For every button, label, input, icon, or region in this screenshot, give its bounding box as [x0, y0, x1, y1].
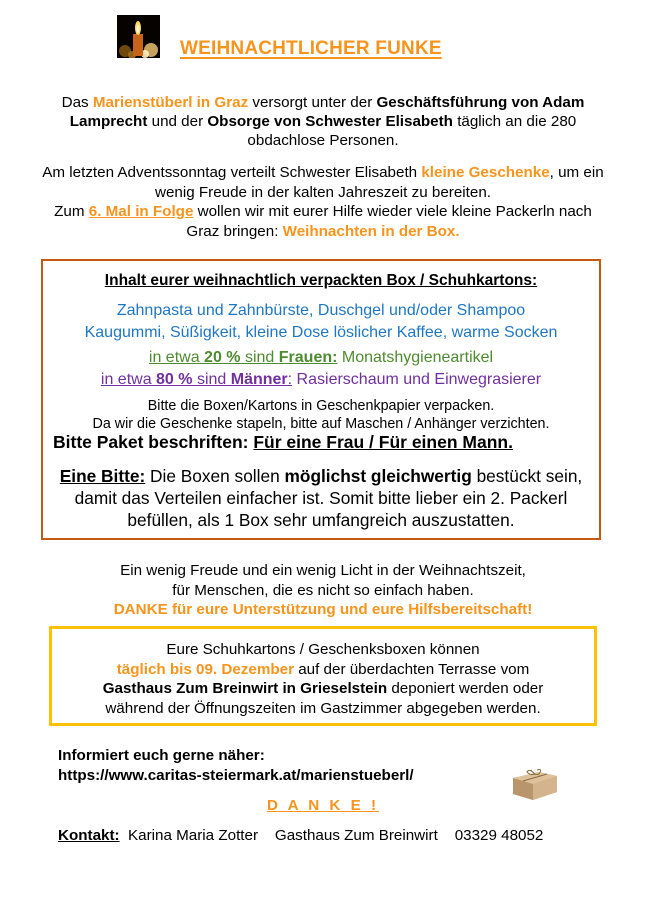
candle-image	[117, 15, 160, 58]
info-label: Informiert euch gerne näher:	[58, 747, 265, 764]
intro-text: versorgt unter der	[248, 94, 377, 111]
dropoff-line: Eure Schuhkartons / Geschenksboxen können	[166, 641, 480, 658]
men-share	[101, 371, 292, 388]
labeling-instruction	[53, 432, 513, 453]
page-title: WEIHNACHTLICHER FUNKE	[180, 38, 442, 59]
contents-heading: Inhalt eurer weihnachtlich verpackten Box / Schuhkartons:	[104, 272, 538, 289]
intro-paragraph	[40, 93, 606, 150]
dropoff-text	[52, 640, 594, 718]
event-text: Zum	[54, 203, 89, 220]
event-text: wollen wir mit eurer Hilfe wieder viele kleine Packerln nach Graz bringen:	[186, 203, 592, 240]
request-paragraph	[43, 465, 599, 531]
website-link[interactable]: https://www.caritas-steiermark.at/marienstueberl/	[58, 766, 414, 784]
contents-item: Zahnpasta und Zahnbürste, Duschgel und/oder Shampoo	[116, 302, 526, 319]
men-text: :	[287, 371, 293, 388]
management-highlight: Geschäftsführung von Adam Lamprecht	[69, 94, 585, 130]
contents-item: Kaugummi, Süßigkeit, kleine Dose löslicher Kaffee, warme Socken	[84, 324, 558, 341]
men-line	[43, 369, 599, 391]
gender-split	[43, 347, 599, 391]
request-text: bestückt sein, damit das Verteilen einfacher ist. Somit bitte lieber ein 2. Packerl befüllen, als 1 Box sehr umfangreich auszustatten.	[74, 466, 583, 530]
gift-box-image	[509, 762, 561, 802]
women-text: in etwa	[148, 349, 205, 366]
dropoff-text-part: auf der überdachten Terrasse vom	[294, 660, 530, 678]
women-percent: 20 %	[204, 349, 241, 366]
men-label: Männer	[230, 371, 288, 388]
wrapping-line: Bitte die Boxen/Kartons in Geschenkpapier verpacken.	[147, 398, 495, 414]
dropoff-line	[52, 679, 594, 699]
intro-text: täglich an die 280 obdachlose Personen.	[247, 113, 577, 149]
label-value: Für eine Frau / Für einen Mann.	[253, 432, 513, 452]
women-label: Frauen:	[278, 349, 338, 366]
info-section	[58, 746, 414, 785]
intro-text: Das	[61, 94, 93, 111]
request-emphasis: möglichst gleichwertig	[284, 466, 472, 486]
candle-icon	[117, 15, 160, 58]
dropoff-line	[52, 660, 594, 680]
dropoff-panel	[49, 626, 597, 726]
dropoff-venue: Gasthaus Zum Breinwirt in Grieselstein	[102, 680, 388, 697]
edition-highlight: 6. Mal in Folge	[88, 203, 194, 220]
men-text: sind	[192, 371, 231, 388]
thanks-line: für Menschen, die es nicht so einfach haben.	[172, 581, 474, 599]
thanks-paragraph	[40, 561, 606, 620]
dropoff-deadline: täglich bis 09. Dezember	[116, 660, 294, 678]
wrapping-instructions	[43, 398, 599, 433]
campaign-name: Weihnachten in der Box.	[282, 222, 460, 240]
contact-line	[58, 827, 543, 844]
women-text: sind	[240, 349, 279, 366]
dropoff-text-part: deponiert werden oder	[387, 680, 544, 697]
location-highlight: Marienstüberl in Graz	[92, 94, 249, 111]
event-text: , um ein wenig Freude in der kalten Jahreszeit zu bereiten.	[154, 164, 604, 201]
request-lead: Eine Bitte:	[59, 466, 146, 486]
contact-venue: Gasthaus Zum Breinwirt	[258, 827, 438, 844]
men-text: in etwa	[100, 371, 157, 388]
request-text: Die Boxen sollen	[145, 466, 285, 486]
contents-items	[43, 300, 599, 344]
contact-label: Kontakt:	[58, 827, 120, 844]
intro-text: und der	[147, 113, 208, 130]
dropoff-line: während der Öffnungszeiten im Gastzimmer abgegeben werden.	[105, 699, 541, 717]
event-paragraph	[40, 163, 606, 241]
gift-box-icon	[509, 762, 561, 802]
women-line	[43, 347, 599, 369]
care-highlight: Obsorge von Schwester Elisabeth	[207, 113, 453, 130]
thanks-highlight: DANKE für eure Unterstützung und eure Hilfsbereitschaft!	[113, 601, 533, 618]
men-percent: 80 %	[156, 371, 193, 388]
women-items: Monatshygieneartikel	[337, 349, 494, 366]
contact-phone: 03329 48052	[437, 827, 544, 844]
gifts-highlight: kleine Geschenke	[421, 164, 550, 181]
label-prefix: Bitte Paket beschriften:	[53, 432, 254, 452]
danke-heading: D A N K E !	[266, 797, 380, 814]
wrapping-line: Da wir die Geschenke stapeln, bitte auf Maschen / Anhänger verzichten.	[92, 415, 550, 432]
thanks-line: Ein wenig Freude und ein wenig Licht in der Weihnachtszeit,	[120, 562, 526, 579]
men-items: Rasierschaum und Einwegrasierer	[292, 371, 542, 388]
event-text: Am letzten Adventssonntag verteilt Schwester Elisabeth	[42, 164, 422, 181]
box-contents-panel	[41, 259, 601, 540]
contact-name: Karina Maria Zotter	[119, 827, 259, 844]
women-share	[149, 349, 338, 366]
